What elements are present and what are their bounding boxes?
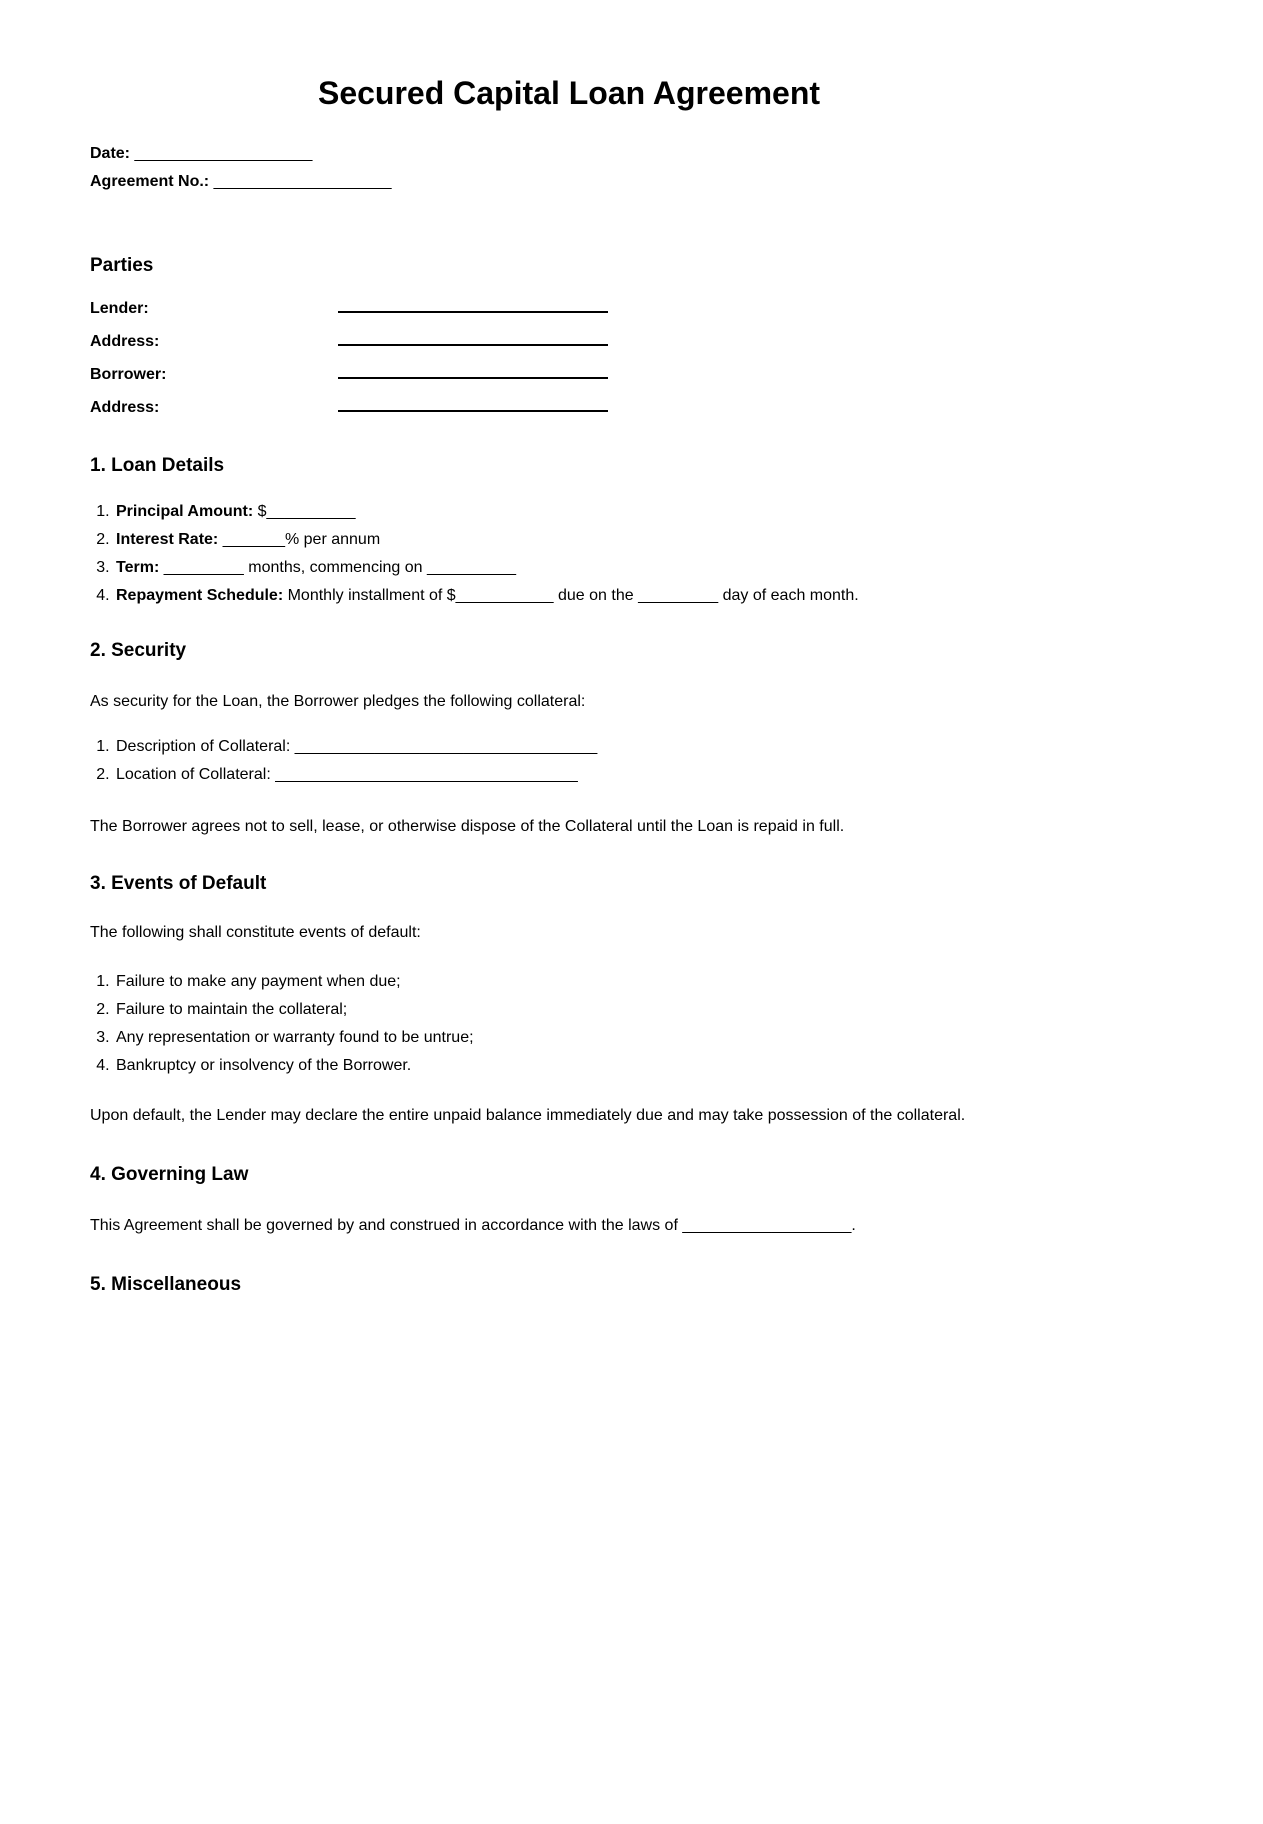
repayment-schedule-label: Repayment Schedule: <box>116 587 284 604</box>
borrower-blank-line <box>338 361 608 379</box>
events-of-default-heading: 3. Events of Default <box>90 873 267 894</box>
repayment-schedule-value: Monthly installment of $___________ due on the _________ day of each month. <box>283 587 859 604</box>
interest-rate-label: Interest Rate: <box>116 531 219 548</box>
loan-detail-repayment <box>114 584 1048 608</box>
collateral-location-item: 2. Location of Collateral: __________________________________ <box>114 763 1048 787</box>
borrower-label: Borrower: <box>90 366 167 383</box>
events-intro: The following shall constitute events of default: <box>90 924 421 941</box>
collateral-description-item: 1. Description of Collateral: __________________________________ <box>114 735 1048 759</box>
party-row-lender <box>90 295 1048 321</box>
events-list <box>90 970 1048 1078</box>
party-row-lender-address <box>90 328 1048 354</box>
borrower-address-blank-line <box>338 394 608 412</box>
date-label: Date: <box>90 145 131 162</box>
term-value: _________ months, commencing on __________ <box>159 559 516 576</box>
events-note: Upon default, the Lender may declare the entire unpaid balance immediately due and may take possession of the collateral. <box>90 1107 966 1124</box>
security-heading: 2. Security <box>90 640 187 661</box>
lender-blank-line <box>338 295 608 313</box>
term-label: Term: <box>116 559 160 576</box>
loan-detail-principal <box>114 500 1048 524</box>
agreement-no-row <box>90 170 1048 194</box>
loan-details-heading: 1. Loan Details <box>90 455 225 476</box>
loan-details-list <box>90 500 1048 608</box>
security-list <box>90 735 1048 787</box>
lender-address-label: Address: <box>90 333 160 350</box>
loan-detail-interest <box>114 528 1048 552</box>
miscellaneous-heading: 5. Miscellaneous <box>90 1274 242 1295</box>
loan-detail-term <box>114 556 1048 580</box>
lender-label: Lender: <box>90 300 149 317</box>
parties-heading: Parties <box>90 255 154 276</box>
party-row-borrower-address <box>90 394 1048 420</box>
page-title: Secured Capital Loan Agreement <box>317 75 821 111</box>
date-blank: ____________________ <box>130 145 313 162</box>
default-event-bankruptcy: 4. Bankruptcy or insolvency of the Borrower. <box>114 1054 1048 1078</box>
agreement-no-blank: ____________________ <box>209 173 392 190</box>
governing-law-heading: 4. Governing Law <box>90 1164 249 1185</box>
default-event-warranty: 3. Any representation or warranty found to be untrue; <box>114 1026 1048 1050</box>
security-intro: As security for the Loan, the Borrower pledges the following collateral: <box>90 693 586 710</box>
governing-law-body: This Agreement shall be governed by and construed in accordance with the laws of ___________________. <box>90 1217 856 1234</box>
party-row-borrower <box>90 361 1048 387</box>
default-event-maintain: 2. Failure to maintain the collateral; <box>114 998 1048 1022</box>
principal-amount-value: $__________ <box>253 503 356 520</box>
date-row <box>90 142 1048 166</box>
principal-amount-label: Principal Amount: <box>116 503 254 520</box>
default-event-payment: 1. Failure to make any payment when due; <box>114 970 1048 994</box>
parties-rows <box>90 295 1048 420</box>
interest-rate-value: _______% per annum <box>218 531 381 548</box>
security-note: The Borrower agrees not to sell, lease, or otherwise dispose of the Collateral until the Loan is repaid in full. <box>90 818 845 835</box>
lender-address-blank-line <box>338 328 608 346</box>
borrower-address-label: Address: <box>90 399 160 416</box>
agreement-no-label: Agreement No.: <box>90 173 210 190</box>
